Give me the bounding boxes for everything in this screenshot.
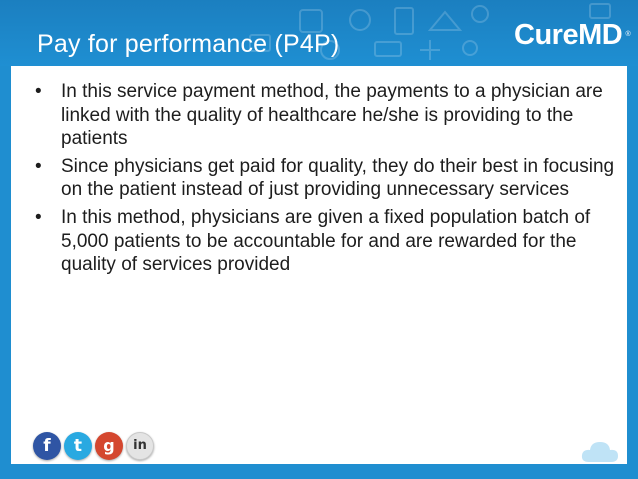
curemd-logo bbox=[514, 18, 631, 52]
bullet-dot: • bbox=[35, 206, 42, 228]
bullet-dot: • bbox=[35, 81, 42, 102]
bullet-text: In this service payment method, the payments to a physician are linked with the quality of healthcare he/she is providing to the patients bbox=[61, 81, 603, 150]
logo-text-cure: Cure bbox=[514, 19, 579, 51]
bullet-item bbox=[33, 206, 623, 277]
content-card bbox=[11, 66, 627, 479]
linkedin-icon[interactable]: in bbox=[126, 432, 154, 460]
logo-trademark: ® bbox=[625, 31, 631, 38]
social-links bbox=[33, 432, 154, 460]
logo-text-md: MD bbox=[578, 19, 623, 51]
page-title: Pay for performance (P4P) bbox=[37, 30, 340, 58]
bullet-text: In this method, physicians are given a fixed population batch of 5,000 patients to be accountable for and are rewarded for the quality of services provided bbox=[61, 206, 591, 276]
facebook-icon[interactable]: f bbox=[33, 432, 61, 460]
cloud-icon bbox=[580, 438, 620, 464]
twitter-icon[interactable]: t bbox=[64, 432, 92, 460]
bullet-item bbox=[33, 80, 623, 151]
bullet-list bbox=[33, 80, 623, 281]
bottom-strip bbox=[0, 464, 638, 479]
bullet-dot: • bbox=[35, 155, 42, 177]
googleplus-icon[interactable]: g bbox=[95, 432, 123, 460]
bullet-text: Since physicians get paid for quality, they do their best in focusing on the patient instead of just providing unnecessary services bbox=[61, 155, 615, 201]
header-band bbox=[0, 0, 638, 66]
bullet-item bbox=[33, 155, 623, 202]
